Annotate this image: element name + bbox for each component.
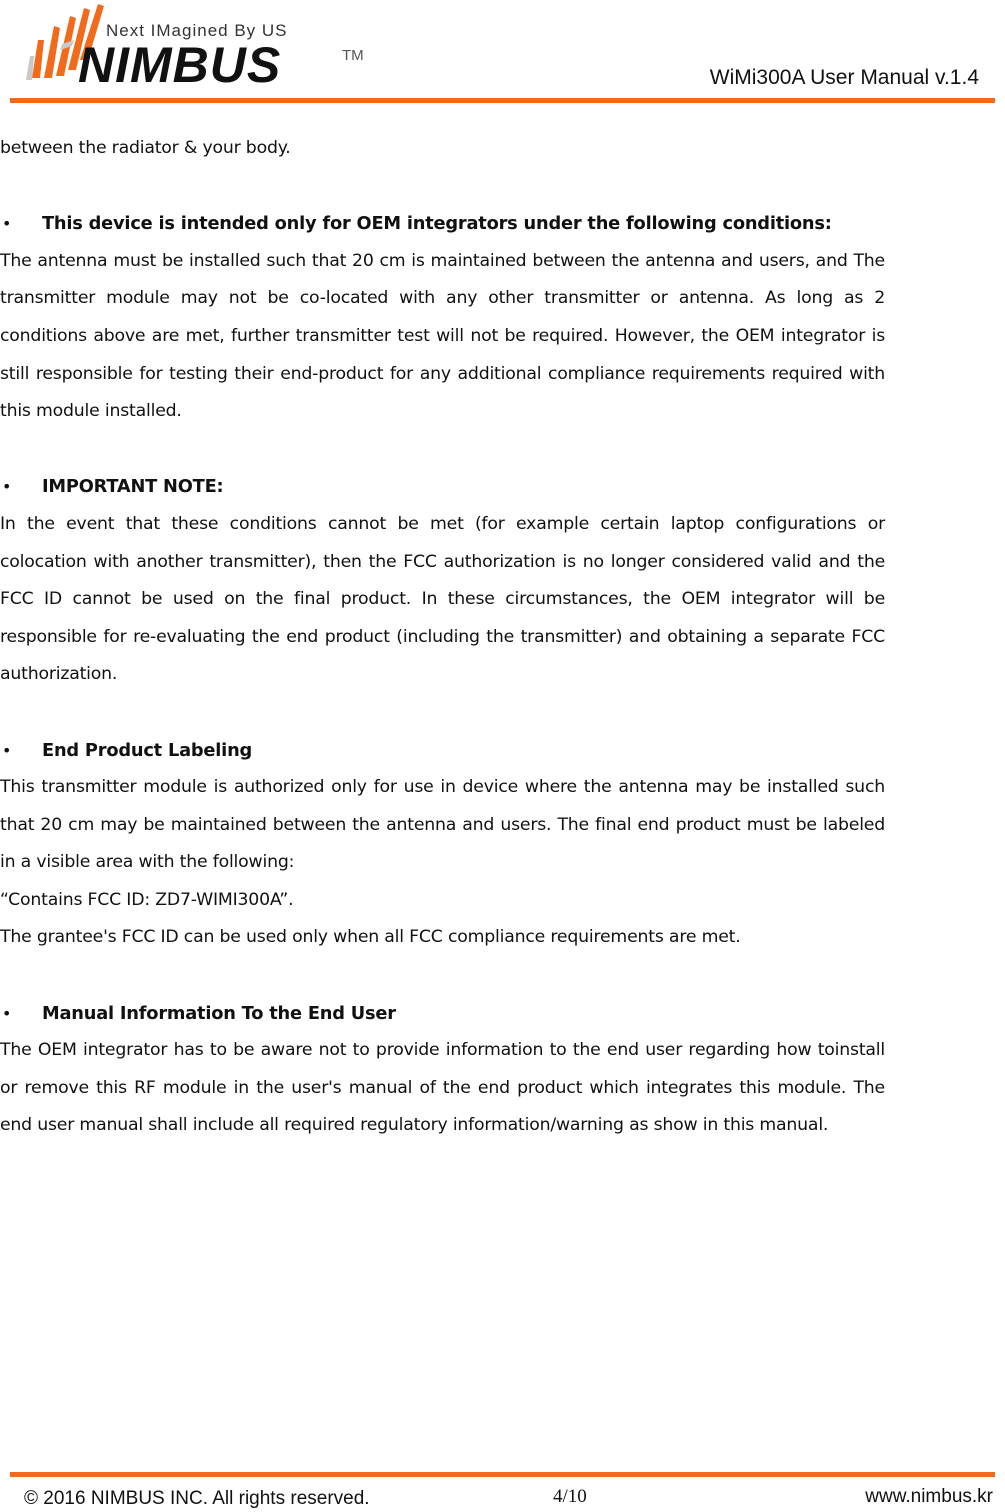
fcc-id-label: “Contains FCC ID: ZD7-WIMI300A”. [0,889,294,910]
manual-title: WiMi300A User Manual v.1.4 [709,66,979,89]
copyright-text: © 2016 NIMBUS INC. All rights reserved. [24,1488,370,1509]
paragraph-labeling: This transmitter module is authorized only for use in device where the antenna may be installed such that 20 cm may be maintained between the antenna and users. The final end product must be labeled in a visible area with the following: [0,777,885,873]
paragraph-manual-information: The OEM integrator has to be aware not to provide information to the end user regarding how toinstall or remove this RF module in the user's manual of the end product which integrates this module. The end user manual shall include all required regulatory information/warning as show in this manual. [0,1040,885,1136]
logo-tagline: Next IMagined By US [106,21,288,40]
document-body [0,130,885,1145]
header-divider [10,98,995,103]
nimbus-logo [22,0,367,92]
logo-word: NIMBUS [78,37,282,92]
footer-divider [10,1472,995,1477]
website-link[interactable]: www.nimbus.kr [865,1486,993,1507]
bullet-icon: • [2,477,12,497]
section-heading-manual-information: • Manual Information To the End User [0,995,885,1033]
bullet-icon: • [2,214,12,234]
paragraph-important-note: In the event that these conditions cannot be met (for example certain laptop configurations or colocation with another transmitter), then the FCC authorization is no longer considered valid and the FCC ID cannot be used on the final product. In these circumstances, the OEM integrator will be responsible for re-evaluating the end product (including the transmitter) and obtaining a separate FCC authorization. [0,513,885,685]
intro-line: between the radiator & your body. [0,138,291,158]
section-heading-oem-conditions: • This device is intended only for OEM integrators under the following conditions: [0,205,885,243]
bullet-icon: • [2,740,12,760]
logo-tm: TM [342,47,364,64]
bullet-icon: • [2,1003,12,1023]
grantee-note: The grantee's FCC ID can be used only when all FCC compliance requirements are met. [0,927,741,948]
page-number: 4/10 [553,1486,587,1507]
section-heading-important-note: • IMPORTANT NOTE: [0,468,885,506]
section-heading-end-product-labeling: • End Product Labeling [0,732,885,770]
paragraph-oem-conditions: The antenna must be installed such that 20 cm is maintained between the antenna and users, and The transmitter module may not be co-located with any other transmitter or antenna. As long as 2 conditions above are met, further transmitter test will not be required. However, the OEM integrator is still responsible for testing their end-product for any additional compliance requirements required with this module installed. [0,250,885,422]
